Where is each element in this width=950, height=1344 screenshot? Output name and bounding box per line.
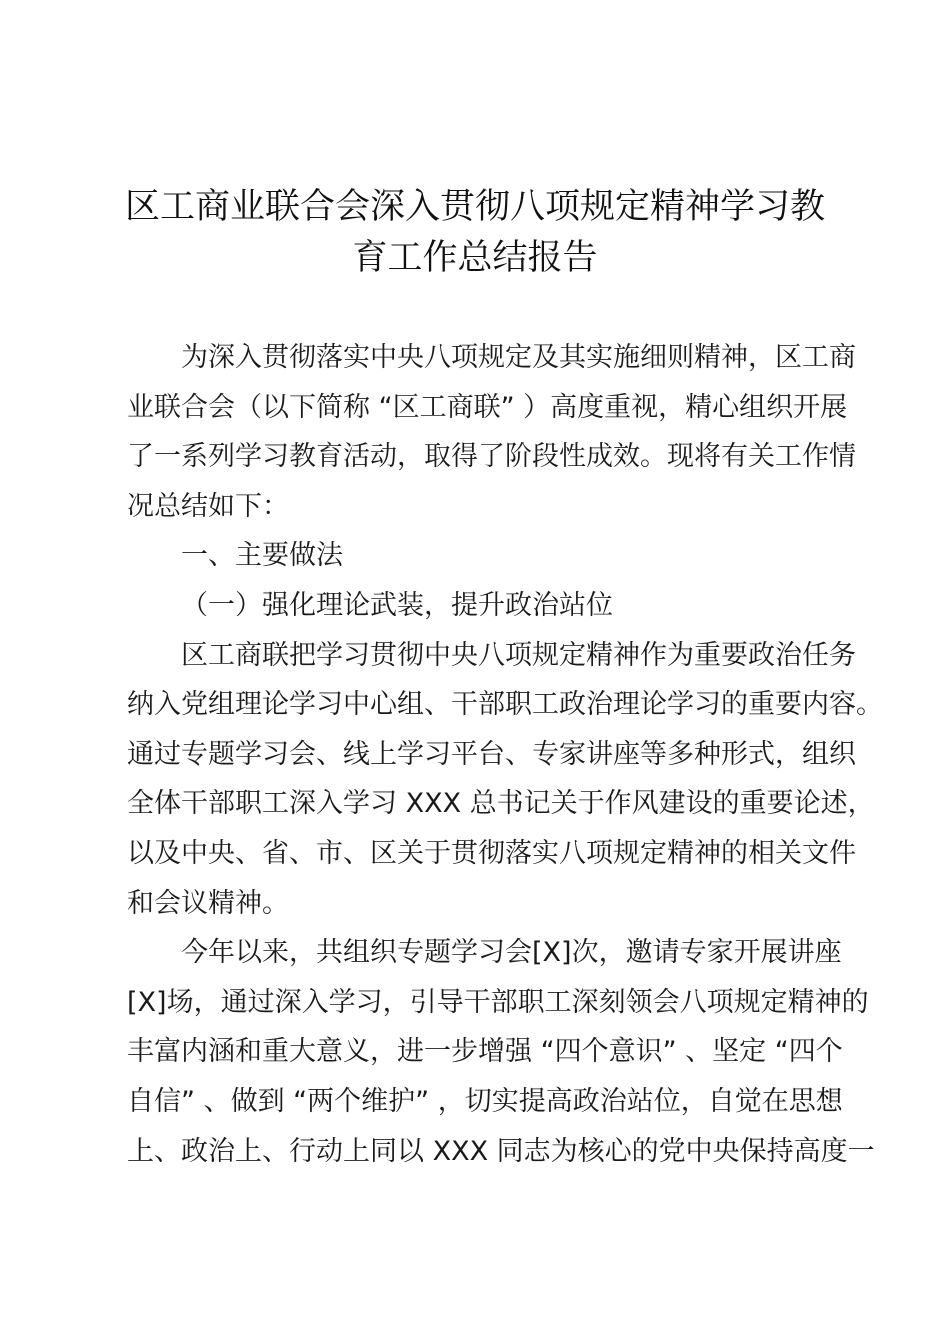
title-line-2: 育工作总结报告 [352, 238, 598, 278]
document-body [127, 333, 883, 1176]
subsection-heading [127, 581, 839, 631]
text-line: 通过专题学习会、线上学习平台、专家讲座等多种形式，组织 [127, 738, 856, 770]
paragraph-intro [127, 333, 856, 531]
text-line: 和会议精神。 [127, 887, 289, 919]
paragraph-activities [127, 928, 875, 1176]
text-line: 了一系列学习教育活动，取得了阶段性成效。现将有关工作情 [127, 441, 856, 473]
text-line: 自信” 、做到 “两个维护” ，切实提高政治站位，自觉在思想 [127, 1085, 843, 1117]
section-heading [127, 531, 839, 581]
title-line-1: 区工商业联合会深入贯彻八项规定精神学习教 [124, 187, 825, 227]
text-line: 全体干部职工深入学习 XXX 总书记关于作风建设的重要论述， [127, 788, 875, 820]
text-line: 况总结如下： [127, 490, 289, 522]
text-line: 今年以来，共组织专题学习会[X]次，邀请专家开展讲座 [181, 937, 842, 969]
text-line: 纳入党组理论学习中心组、干部职工政治理论学习的重要内容。 [127, 689, 883, 721]
paragraph-theory [127, 631, 883, 929]
text-line: 为深入贯彻落实中央八项规定及其实施细则精神，区工商 [181, 342, 856, 373]
subheading-text: （一）强化理论武装，提升政治站位 [181, 589, 613, 621]
text-line: 业联合会（以下简称 “区工商联” ）高度重视，精心组织开展 [127, 391, 848, 423]
text-line: 以及中央、省、市、区关于贯彻落实八项规定精神的相关文件 [127, 837, 856, 869]
text-line: 丰富内涵和重大意义，进一步增强 “四个意识” 、坚定 “四个 [127, 1036, 843, 1068]
text-line: [X]场，通过深入学习，引导干部职工深刻领会八项规定精神的 [127, 986, 869, 1018]
text-line: 上、政治上、行动上同以 XXX 同志为核心的党中央保持高度一 [127, 1135, 875, 1167]
document-title [110, 182, 840, 284]
text-line: 区工商联把学习贯彻中央八项规定精神作为重要政治任务 [181, 639, 856, 671]
heading-text: 一、主要做法 [181, 540, 343, 572]
